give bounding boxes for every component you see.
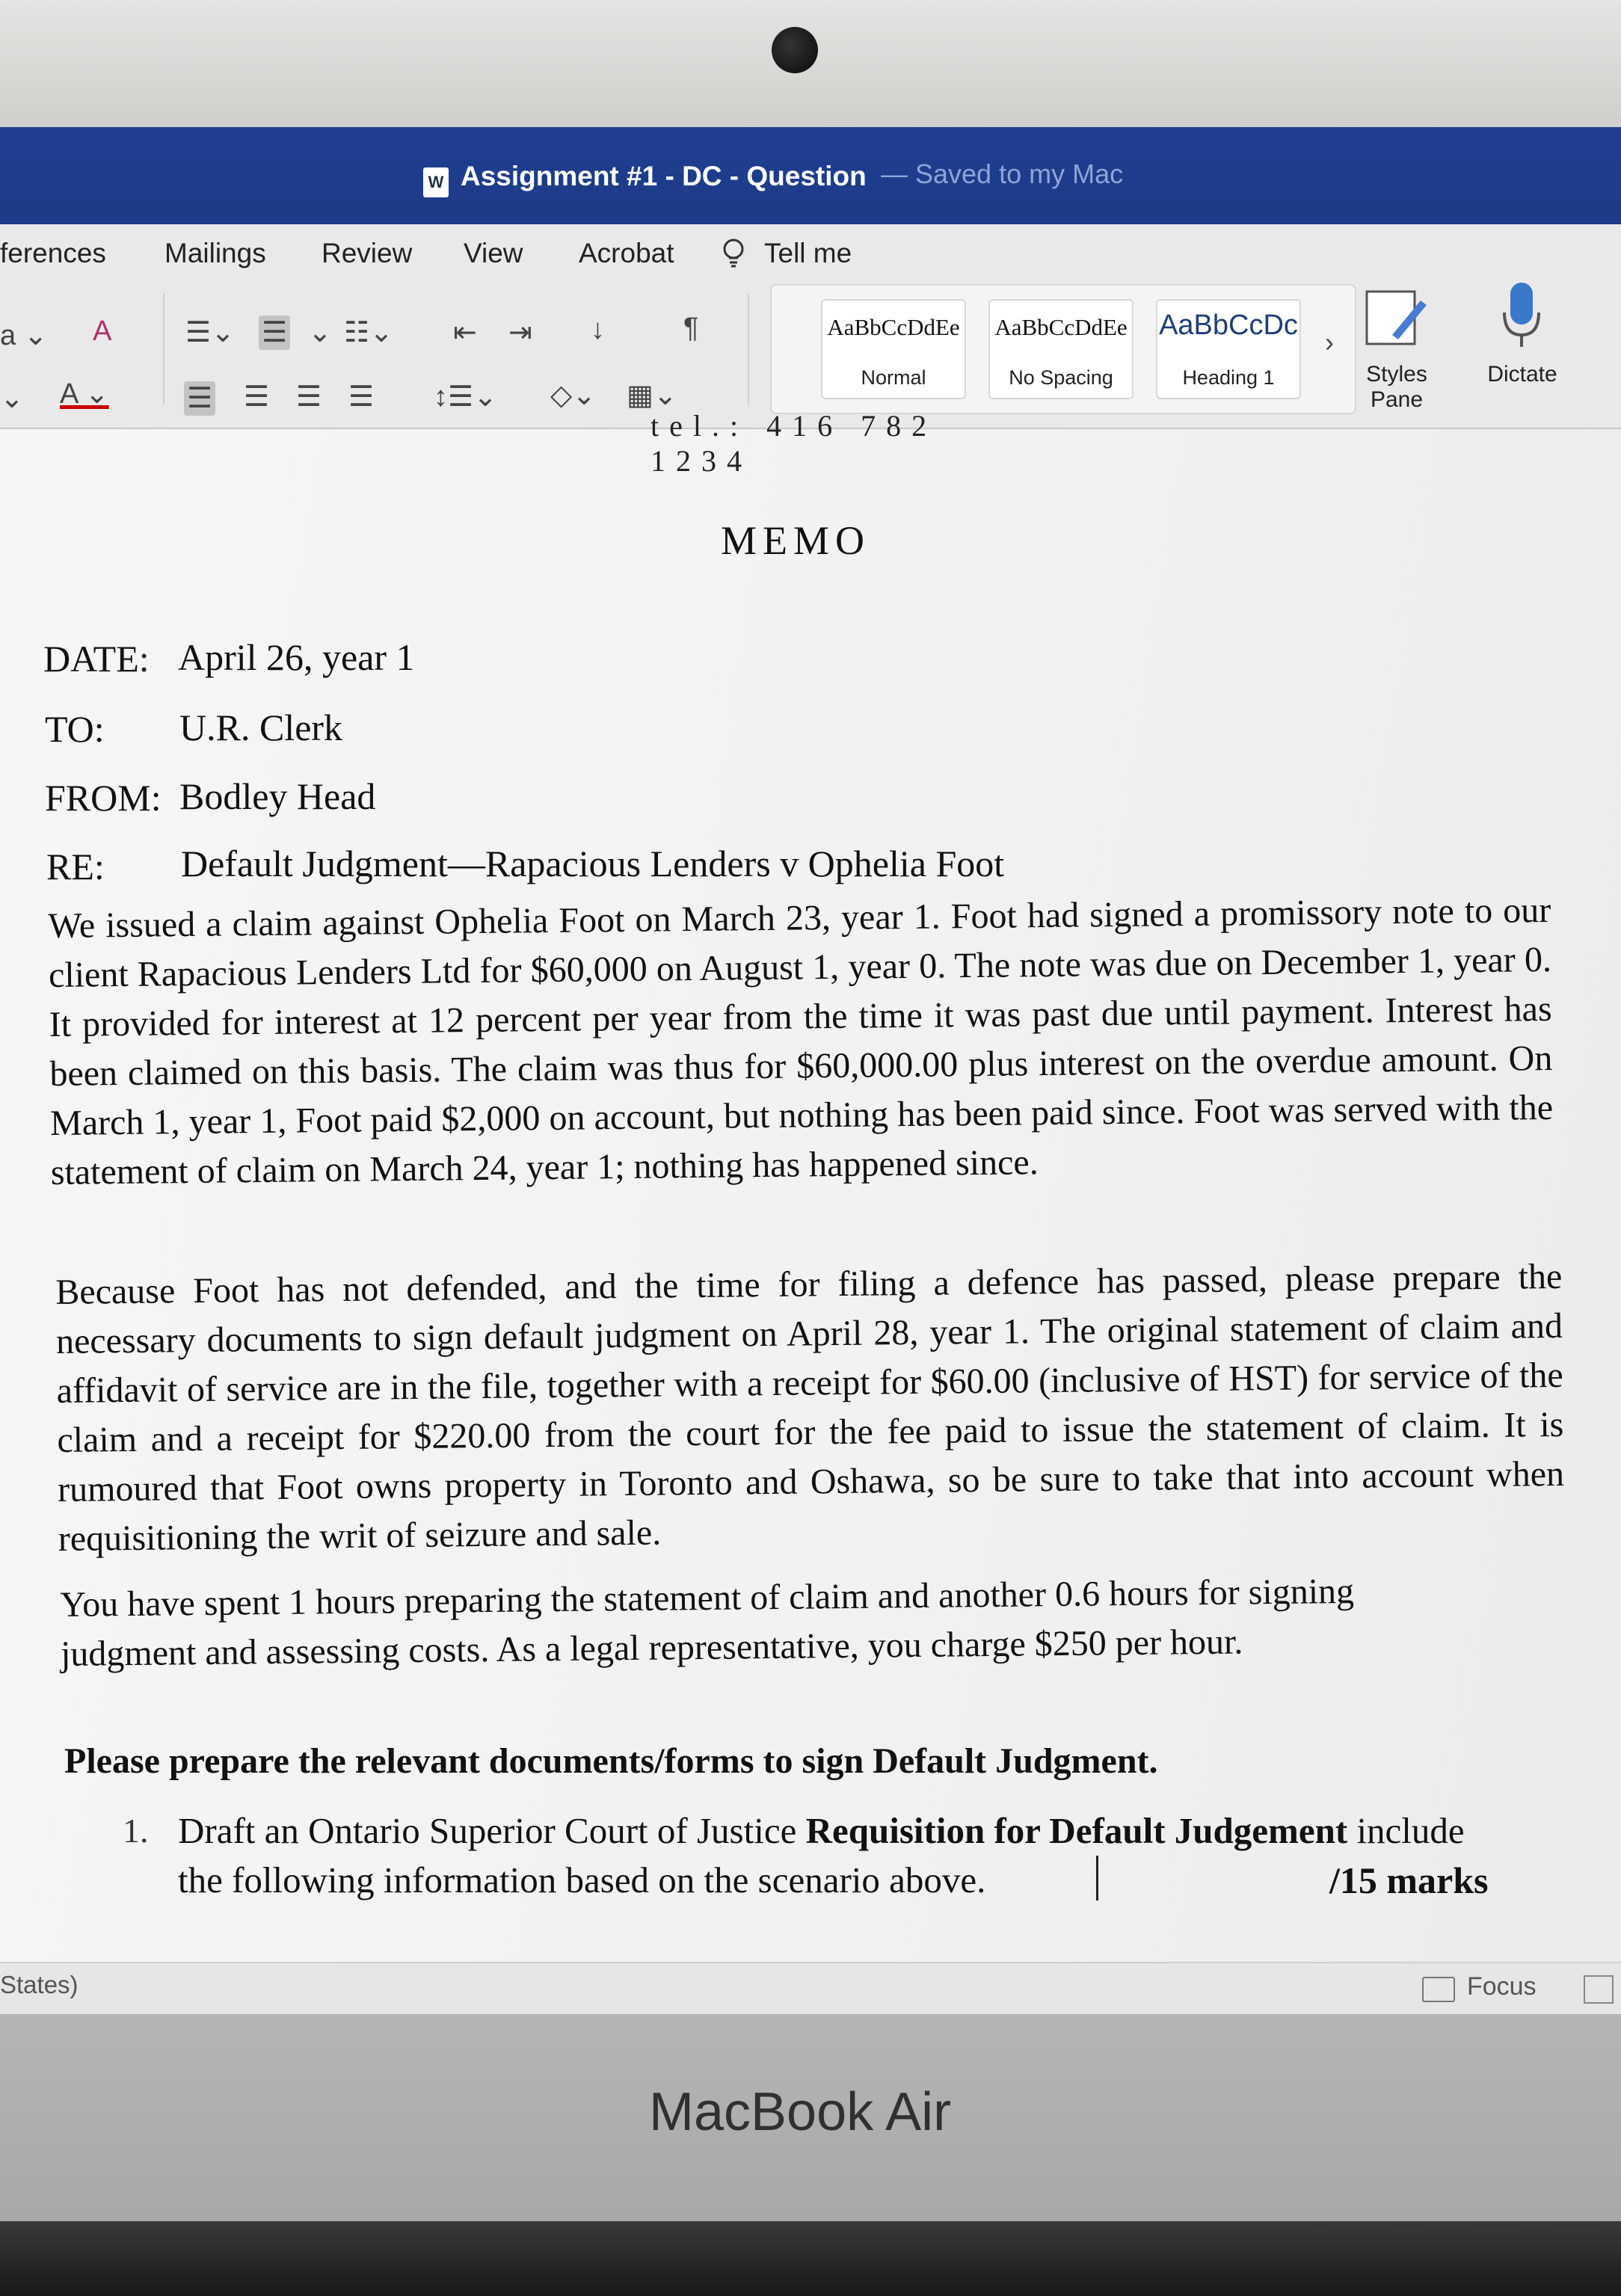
clear-formatting-icon[interactable]: A — [93, 316, 112, 347]
cut-off-letterhead: tel.: 416 782 1234 — [650, 409, 938, 478]
multilevel-list-icon[interactable]: ☷⌄ — [344, 317, 393, 348]
align-right-icon[interactable]: ☰ — [296, 381, 322, 413]
device-brand-label: MacBook Air — [649, 2082, 952, 2142]
tab-acrobat[interactable]: Acrobat — [579, 238, 674, 268]
memo-paragraph-2: Because Foot has not defended, and the time for filing a defence has passed, please prepare the necessary documents to sign default judgment on April 28, year 1. The original statement of claim and affidavit of service are in the file, together with a receipt for $60.00 (inclusive of HST) for service of the claim and a receipt for $220.00 from the court for the fee paid to issue the statement of claim. It is rumoured that Foot owns property in Toronto and Oshawa, so be sure to take that into account when requisitioning the writ of seizure and sale. — [55, 1256, 1565, 1559]
more-styles-chevron-icon[interactable]: › — [1325, 327, 1334, 357]
decrease-indent-icon[interactable]: ⇤ — [453, 317, 477, 348]
keyboard-area — [0, 2221, 1621, 2296]
ribbon-separator — [163, 293, 164, 405]
numbering-dropdown[interactable]: ⌄ — [308, 317, 332, 348]
date-label: DATE: — [43, 638, 150, 680]
tab-review[interactable]: Review — [322, 238, 413, 268]
from-label: FROM: — [45, 777, 162, 819]
style-name: Heading 1 — [1182, 366, 1275, 389]
print-layout-icon[interactable] — [1584, 1975, 1614, 2004]
task-number: 1. — [123, 1812, 149, 1850]
style-heading-1[interactable] — [1156, 299, 1301, 399]
font-dropdown[interactable]: a ⌄ — [0, 320, 48, 351]
style-name: Normal — [861, 366, 926, 389]
memo-paragraph-1: We issued a claim against Ophelia Foot on March 23, year 1. Foot had signed a promissory note to our client Rapacious Lenders Ltd for $60,000 on August 1, year 0. The note was due on December 1, year 0. It provided for interest at 12 percent per year from the time it was past due until payment. Interest has been claimed on this basis. The claim was thus for $60,000.00 plus interest on the overdue amount. On March 1, year 1, Foot paid $2,000 on account, but nothing has been paid since. Foot was served with the statement of claim on March 24, year 1; nothing has happened since. — [48, 890, 1554, 1192]
instruction-heading: Please prepare the relevant documents/forms to sign Default Judgment. — [64, 1741, 1158, 1781]
style-sample: AaBbCcDc — [1159, 310, 1298, 341]
sort-icon[interactable]: ↓ — [591, 314, 605, 345]
bullets-icon[interactable]: ☰⌄ — [185, 317, 235, 348]
tab-view[interactable]: View — [464, 238, 523, 268]
save-status: — Saved to my Mac — [881, 158, 1124, 189]
show-formatting-marks-icon[interactable]: ¶ — [683, 313, 699, 344]
window-title: Assignment #1 - DC - Question — [461, 161, 867, 191]
justify-icon[interactable]: ☰ — [348, 381, 375, 413]
style-sample: AaBbCcDdEe — [827, 314, 960, 340]
focus-button[interactable]: Focus — [1467, 1972, 1537, 2001]
memo-title: MEMO — [721, 518, 871, 563]
date-value: April 26, year 1 — [178, 636, 415, 678]
highlight-dropdown[interactable]: ⌄ — [0, 383, 24, 414]
task-text-line-2: the following information based on the scenario above. — [178, 1859, 986, 1900]
language-status[interactable]: States) — [0, 1971, 79, 1998]
word-document-icon: W — [423, 167, 449, 197]
from-value: Bodley Head — [179, 775, 376, 817]
to-value: U.R. Clerk — [179, 707, 343, 748]
styles-pane-label[interactable]: Styles — [1366, 362, 1427, 387]
memo-paragraph-3: You have spent 1 hours preparing the statement of claim and another 0.6 hours for signing judgment and assessing costs. As a legal representative, you charge $250 per hour. — [60, 1571, 1355, 1674]
style-no-spacing[interactable] — [988, 299, 1134, 399]
tab-references[interactable]: ferences — [0, 238, 106, 268]
styles-pane-icon[interactable] — [1362, 286, 1430, 353]
status-bar — [0, 1962, 1621, 2014]
microphone-icon[interactable] — [1495, 278, 1548, 353]
dictate-label[interactable]: Dictate — [1487, 362, 1557, 387]
tab-tell-me[interactable]: Tell me — [764, 238, 852, 268]
to-label: TO: — [45, 708, 105, 750]
webcam-icon — [772, 27, 818, 73]
style-normal[interactable] — [821, 299, 966, 399]
ribbon-separator — [748, 293, 749, 405]
styles-pane-label-2[interactable]: Pane — [1370, 387, 1424, 412]
focus-icon[interactable] — [1422, 1977, 1455, 2002]
align-left-icon[interactable]: ☰ — [184, 381, 215, 416]
align-center-icon[interactable]: ☰ — [244, 381, 270, 413]
increase-indent-icon[interactable]: ⇥ — [508, 317, 532, 348]
text-cursor — [1096, 1856, 1098, 1900]
re-value: Default Judgment—Rapacious Lenders v Ophelia Foot — [181, 843, 1005, 884]
line-spacing-icon[interactable]: ↕☰⌄ — [434, 381, 497, 413]
re-label: RE: — [46, 846, 105, 887]
shading-icon[interactable]: ◇⌄ — [550, 380, 597, 411]
numbering-icon[interactable]: ☰ — [259, 316, 290, 350]
font-color-icon[interactable]: A ⌄ — [60, 378, 109, 410]
tab-mailings[interactable]: Mailings — [164, 238, 266, 268]
lightbulb-icon — [721, 238, 752, 269]
borders-icon[interactable]: ▦⌄ — [627, 380, 677, 411]
style-name: No Spacing — [1009, 366, 1113, 389]
task-marks: /15 marks — [1329, 1859, 1489, 1901]
style-sample: AaBbCcDdEe — [994, 314, 1128, 340]
task-text-line-1: Draft an Ontario Superior Court of Justice Requisition for Default Judgement include — [178, 1810, 1465, 1851]
